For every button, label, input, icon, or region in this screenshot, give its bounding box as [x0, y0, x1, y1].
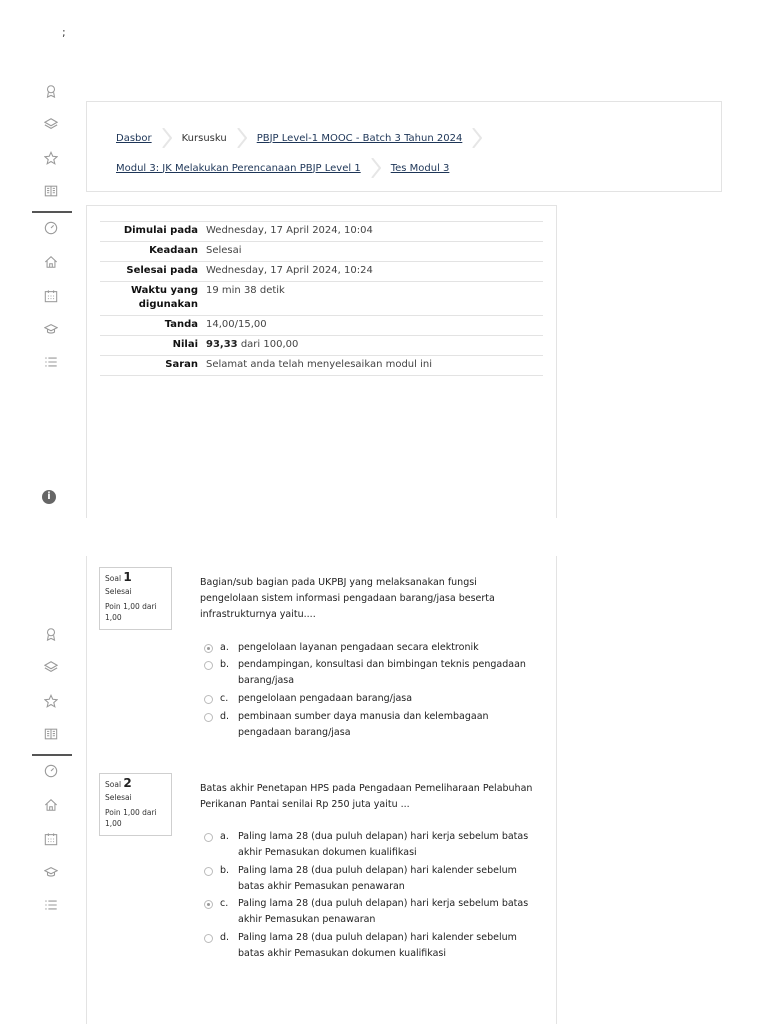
summary-key: Saran: [100, 356, 202, 376]
breadcrumb-separator-icon: [472, 128, 482, 148]
radio-button[interactable]: [204, 867, 213, 876]
summary-row: [100, 356, 543, 376]
summary-key: Waktu yang digunakan: [100, 282, 202, 316]
question-status: Selesai: [105, 587, 132, 596]
star-icon[interactable]: [44, 694, 58, 708]
summary-row: [100, 222, 543, 242]
breadcrumb-separator-icon: [162, 128, 172, 148]
breadcrumb-separator-icon: [371, 158, 381, 178]
summary-row: [100, 316, 543, 336]
summary-value: 14,00/15,00: [202, 316, 543, 336]
summary-key: Keadaan: [100, 242, 202, 262]
radio-button[interactable]: [204, 713, 213, 722]
book-icon[interactable]: [44, 727, 58, 741]
layers-icon[interactable]: [44, 660, 58, 674]
breadcrumb-course[interactable]: PBJP Level-1 MOOC - Batch 3 Tahun 2024: [256, 132, 463, 144]
answer-option[interactable]: d. pembinaan sumber daya manusia dan kelembagaan pengadaan barang/jasa: [204, 709, 534, 741]
breadcrumb-separator-icon: [237, 128, 247, 148]
answer-option[interactable]: c. Paling lama 28 (dua puluh delapan) hari kerja sebelum batas akhir Pemasukan penawaran: [204, 896, 534, 928]
breadcrumb-test[interactable]: Tes Modul 3: [390, 162, 450, 174]
answer-option[interactable]: b. pendampingan, konsultasi dan bimbingan teknis pengadaan barang/jasa: [204, 657, 534, 689]
question-status: Selesai: [105, 793, 132, 802]
summary-key: Dimulai pada: [100, 222, 202, 242]
question-info-2: [99, 773, 172, 836]
grade-max: dari 100,00: [237, 339, 299, 350]
summary-value: 19 min 38 detik: [202, 282, 543, 316]
graduation-cap-icon[interactable]: [44, 865, 58, 879]
breadcrumb: [86, 101, 722, 192]
summary-row: [100, 336, 543, 356]
breadcrumb-module[interactable]: Modul 3: JK Melakukan Perencanaan PBJP Level 1: [116, 162, 361, 174]
summary-key: Nilai: [100, 336, 202, 356]
question-text-2: Batas akhir Penetapan HPS pada Pengadaan Pemeliharaan Pelabuhan Perikanan Pantai senilai Rp 250 juta yaitu ...: [200, 783, 533, 810]
answer-option[interactable]: b. Paling lama 28 (dua puluh delapan) hari kalender sebelum batas akhir Pemasukan penawaran: [204, 863, 534, 895]
answer-option[interactable]: c. pengelolaan pengadaan barang/jasa: [204, 691, 534, 707]
question-number: Soal 2: [105, 776, 132, 790]
summary-value: Selesai: [202, 242, 543, 262]
award-icon[interactable]: [44, 627, 58, 641]
summary-value: [202, 336, 543, 356]
radio-button[interactable]: [204, 661, 213, 670]
question-text-1: Bagian/sub bagian pada UKPBJ yang melaksanakan fungsi pengelolaan sistem informasi pengadaan barang/jasa beserta infrastrukturnya yaitu....: [200, 577, 495, 620]
dashboard-icon[interactable]: [44, 764, 58, 778]
answer-option[interactable]: a. pengelolaan layanan pengadaan secara elektronik: [204, 640, 534, 656]
radio-button-selected[interactable]: [204, 900, 213, 909]
rail-divider: [32, 754, 72, 756]
info-icon[interactable]: i: [42, 490, 56, 504]
calendar-icon[interactable]: [44, 832, 58, 846]
summary-table: [100, 221, 543, 376]
radio-button[interactable]: [204, 695, 213, 704]
answer-option[interactable]: d. Paling lama 28 (dua puluh delapan) hari kalender sebelum batas akhir Pemasukan dokumen kualifikasi: [204, 930, 534, 962]
summary-value: Wednesday, 17 April 2024, 10:04: [202, 222, 543, 242]
nav-rail-bottom: [30, 0, 72, 1024]
question-info-1: [99, 567, 172, 630]
summary-value: Selamat anda telah menyelesaikan modul ini: [202, 356, 543, 376]
summary-value: Wednesday, 17 April 2024, 10:24: [202, 262, 543, 282]
radio-button-selected[interactable]: [204, 644, 213, 653]
summary-key: Selesai pada: [100, 262, 202, 282]
breadcrumb-dasbor[interactable]: Dasbor: [116, 132, 152, 144]
breadcrumb-row: [116, 158, 449, 178]
list-icon[interactable]: [44, 898, 58, 912]
breadcrumb-row: [116, 128, 492, 148]
radio-button[interactable]: [204, 934, 213, 943]
summary-key: Tanda: [100, 316, 202, 336]
summary-row: [100, 262, 543, 282]
grade-value: 93,33: [206, 339, 238, 350]
radio-button[interactable]: [204, 833, 213, 842]
top-mark: ;: [62, 26, 66, 39]
question-points: Poin 1,00 dari 1,00: [105, 602, 157, 622]
answer-option[interactable]: a. Paling lama 28 (dua puluh delapan) hari kerja sebelum batas akhir Pemasukan dokumen kualifikasi: [204, 829, 534, 861]
summary-row: [100, 282, 543, 316]
question-number: Soal 1: [105, 570, 132, 584]
breadcrumb-kursusku[interactable]: Kursusku: [181, 132, 227, 144]
attempt-summary: [86, 205, 557, 518]
question-points: Poin 1,00 dari 1,00: [105, 808, 157, 828]
home-icon[interactable]: [44, 798, 58, 812]
summary-row: [100, 242, 543, 262]
